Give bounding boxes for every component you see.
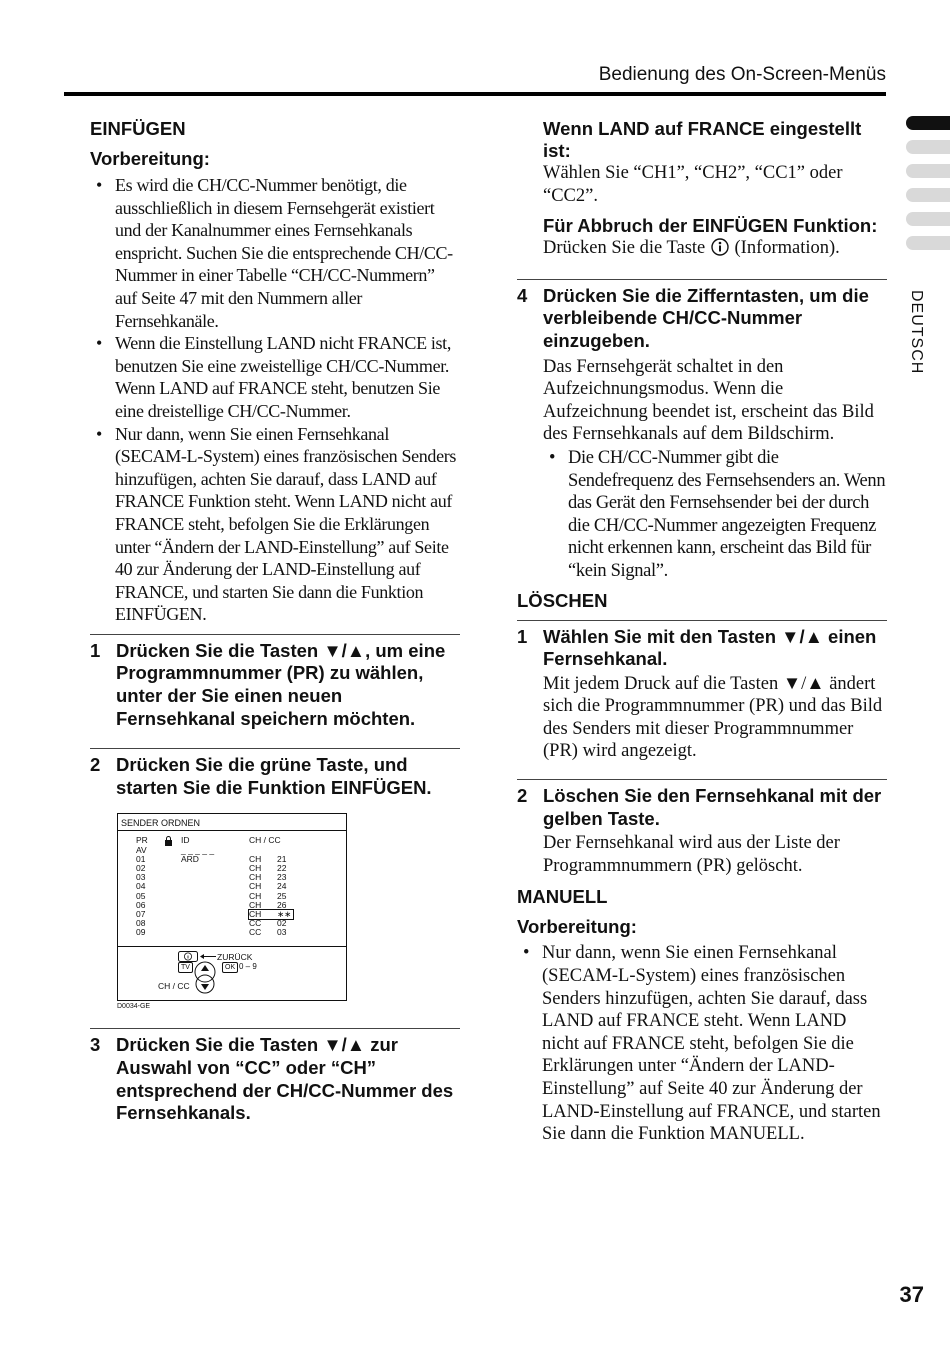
left-column bbox=[90, 118, 460, 1125]
list-item: • Wenn die Einstellung LAND nicht FRANCE ist, benutzen Sie eine zweistellige CH/CC-Nummer. Wenn LAND auf FRANCE steht, benutzen Sie eine dreistellige CH/CC-Nummer. bbox=[90, 332, 460, 422]
step-number: 1 bbox=[90, 639, 101, 661]
osd-chcc: CH bbox=[249, 899, 262, 910]
loschen-step-1 bbox=[517, 626, 887, 764]
step-4 bbox=[517, 285, 887, 583]
osd-pr: 09 bbox=[136, 927, 146, 938]
dpad-icon bbox=[193, 960, 217, 994]
step-number: 3 bbox=[90, 1034, 101, 1056]
tv-button-icon: TV bbox=[178, 962, 193, 973]
divider bbox=[517, 779, 887, 780]
osd-head-pr: PR bbox=[136, 835, 148, 846]
osd-num: 22 bbox=[277, 863, 287, 874]
osd-pr: 06 bbox=[136, 899, 146, 910]
osd-id-column bbox=[181, 836, 214, 864]
abort-body-text: (Information). bbox=[734, 238, 840, 259]
france-body: Wählen Sie “CH1”, “CH2”, “CC1” oder “CC2”. bbox=[543, 163, 843, 206]
osd-chcc: CH bbox=[249, 890, 262, 901]
osd-chcc-label: CH / CC bbox=[158, 981, 190, 992]
osd-id: _ _ _ _ _ bbox=[181, 844, 215, 855]
osd-num: 21 bbox=[277, 853, 287, 864]
step-title: Drücken Sie die Tasten ▼/▲, um eine Programmnummer (PR) zu wählen, unter der Sie einen neuen Fernsehkanal speichern möchten. bbox=[116, 639, 446, 729]
ok-button-icon: OK bbox=[222, 962, 238, 973]
chapter-tab bbox=[906, 212, 950, 226]
right-column bbox=[517, 118, 887, 1146]
osd-pr: 01 bbox=[136, 853, 146, 864]
divider bbox=[517, 279, 887, 280]
language-side-label: DEUTSCH bbox=[908, 290, 925, 375]
osd-chcc: CC bbox=[249, 918, 262, 929]
step-1 bbox=[90, 640, 460, 730]
osd-screen-sender-ordnen bbox=[117, 813, 347, 1001]
abort-body-text: Drücken Sie die Taste bbox=[543, 238, 706, 259]
list-item: • Es wird die CH/CC-Nummer benötigt, die ausschließlich in diesem Fernsehgerät existiert und der Kanalnummer eines Fernsehkanals enspricht. Suchen Sie die entsprechende CH/CC-Nummer in einer Tabelle “CH/CC-Nummern” auf Seite 47 mit den Nummern aller Fernsehkanäle. bbox=[90, 174, 460, 332]
chapter-tab-active bbox=[906, 116, 950, 130]
osd-pr: 02 bbox=[136, 863, 146, 874]
divider bbox=[90, 748, 460, 749]
osd-zuruck-label: ZURÜCK bbox=[217, 952, 253, 963]
osd-chcc: CC bbox=[249, 927, 262, 938]
osd-chcc-column bbox=[249, 836, 281, 937]
france-note bbox=[517, 118, 887, 260]
divider bbox=[90, 634, 460, 635]
france-title: Wenn LAND auf FRANCE eingestellt ist: bbox=[543, 118, 862, 161]
abort-title: Für Abbruch der EINFÜGEN Funktion: bbox=[543, 215, 878, 237]
manuell-bullets bbox=[517, 942, 887, 1145]
osd-divider bbox=[118, 830, 346, 831]
section-title-manuell: MANUELL bbox=[517, 886, 608, 908]
osd-chcc: CH bbox=[249, 881, 262, 892]
page-number: 37 bbox=[899, 1282, 924, 1307]
osd-num: 23 bbox=[277, 872, 287, 883]
osd-chcc-selected: CH bbox=[249, 909, 262, 920]
list-item: • Nur dann, wenn Sie einen Fernsehkanal (SECAM-L-System) eines französischen Senders hinzufügen, achten Sie darauf, dass LAND auf FRANCE Funktion steht. Wenn LAND nicht auf FRANCE steht, befolgen Sie die Erklärungen unter “Ändern der LAND-Einstellung” auf Seite 40 zur Änderung der LAND-Einstellung auf FRANCE, und starten Sie dann die Funktion EINFÜGEN. bbox=[90, 423, 460, 626]
osd-num-selected: ∗∗ bbox=[277, 909, 292, 920]
osd-num-column bbox=[277, 836, 291, 937]
osd-pr: 05 bbox=[136, 890, 146, 901]
chapter-tab bbox=[906, 236, 950, 250]
step-body: Mit jedem Druck auf die Tasten ▼/▲ ändert sich die Programmnummer (PR) und das Bild des Senders mit dieser Programmnummer (PR) wird angezeigt. bbox=[543, 673, 883, 762]
step-3 bbox=[90, 1034, 460, 1124]
osd-chcc: CH bbox=[249, 853, 262, 864]
step-body: Das Fernsehgerät schaltet in den Aufzeichnungsmodus. Wenn die Aufzeichnung beendet ist, erscheint das Bild des Fernsehkanals auf dem Bildschirm. bbox=[543, 356, 874, 445]
osd-chcc: CH bbox=[249, 872, 262, 883]
section-title-loschen: LÖSCHEN bbox=[517, 589, 608, 611]
chapter-tabs bbox=[906, 116, 950, 260]
step-title: Drücken Sie die Tasten ▼/▲ zur Auswahl von “CC” oder “CH” entsprechend der CH/CC-Nummer des Fernsehkanals. bbox=[116, 1034, 454, 1124]
divider bbox=[90, 1028, 460, 1029]
osd-pr: 03 bbox=[136, 872, 146, 883]
osd-id: ARD bbox=[181, 853, 199, 864]
chapter-tab bbox=[906, 164, 950, 178]
prep-bullets bbox=[90, 174, 460, 626]
step-number: 2 bbox=[517, 785, 528, 807]
osd-num: 25 bbox=[277, 890, 287, 901]
osd-num: 26 bbox=[277, 899, 287, 910]
osd-pr: 04 bbox=[136, 881, 146, 892]
osd-num: 03 bbox=[277, 927, 287, 938]
step-number: 4 bbox=[517, 284, 528, 306]
step-title: Wählen Sie mit den Tasten ▼/▲ einen Fernsehkanal. bbox=[543, 625, 877, 670]
loschen-step-2 bbox=[517, 785, 887, 877]
figure-code: D0034-GE bbox=[117, 1003, 151, 1011]
abort-body bbox=[543, 237, 887, 260]
chapter-tab bbox=[906, 140, 950, 154]
lock-icon bbox=[164, 836, 173, 846]
osd-num: 24 bbox=[277, 881, 287, 892]
chapter-tab bbox=[906, 188, 950, 202]
osd-title: SENDER ORDNEN bbox=[121, 818, 201, 829]
osd-pr-column bbox=[136, 836, 148, 937]
osd-divider bbox=[118, 946, 346, 947]
osd-pr: 07 bbox=[136, 909, 146, 920]
step-body: Der Fernsehkanal wird aus der Liste der Programmnummern (PR) gelöscht. bbox=[543, 833, 840, 876]
page-header-title: Bedienung des On-Screen-Menüs bbox=[598, 64, 886, 85]
step-title: Löschen Sie den Fernsehkanal mit der gelben Taste. bbox=[543, 785, 882, 829]
osd-pr: AV bbox=[136, 844, 147, 855]
manuell-prep-title: Vorbereitung: bbox=[517, 916, 637, 938]
divider bbox=[517, 620, 887, 621]
osd-num: 02 bbox=[277, 918, 287, 929]
list-item: • Die CH/CC-Nummer gibt die Sendefrequenz des Fernsehsenders an. Wenn das Gerät den Fernsehsender bei der durch die CH/CC-Nummer angezeigten Frequenz nicht erkennen kann, erscheint das Bild für “kein Signal”. bbox=[543, 447, 887, 583]
osd-chcc: CH bbox=[249, 863, 262, 874]
info-icon bbox=[710, 237, 730, 257]
osd-selection-box bbox=[248, 909, 294, 920]
step-number: 2 bbox=[90, 754, 101, 776]
step-number: 1 bbox=[517, 625, 528, 647]
osd-pr: 08 bbox=[136, 918, 146, 929]
step-bullets bbox=[543, 447, 887, 583]
osd-digits-label: 0 – 9 bbox=[239, 962, 257, 972]
prep-title: Vorbereitung: bbox=[90, 148, 210, 169]
header-rule bbox=[64, 92, 886, 96]
step-2 bbox=[90, 754, 460, 799]
step-title: Drücken Sie die grüne Taste, und starten Sie die Funktion EINFÜGEN. bbox=[116, 754, 432, 798]
osd-head-id: ID bbox=[181, 835, 190, 846]
step-title: Drücken Sie die Zifferntasten, um die verbleibende CH/CC-Nummer einzugeben. bbox=[543, 284, 869, 351]
list-item: • Nur dann, wenn Sie einen Fernsehkanal (SECAM-L-System) eines französischen Senders hinzufügen, achten Sie darauf, dass LAND auf FRANCE steht. Wenn LAND nicht auf FRANCE steht, befolgen Sie die Erklärungen unter “Ändern der LAND-Einstellung” auf Seite 40 zur Änderung der LAND-Einstellung auf FRANCE, und starten Sie dann die Funktion MANUELL. bbox=[517, 942, 887, 1145]
section-title-einfugen: EINFÜGEN bbox=[90, 118, 186, 139]
osd-head-chcc: CH / CC bbox=[249, 835, 281, 846]
